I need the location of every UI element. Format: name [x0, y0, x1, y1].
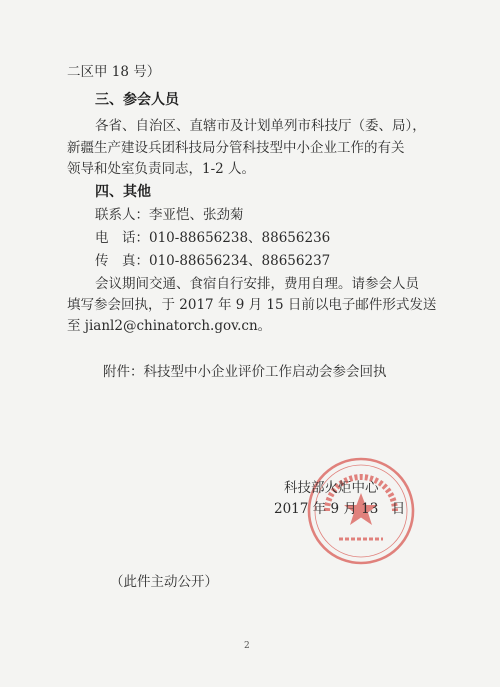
body-line-address-end: 二区甲 18 号） [67, 64, 161, 80]
body-line-notice-2: 填写参会回执，于 2017 年 9 月 15 日前以电子邮件形式发送 [67, 297, 437, 313]
section-heading-participants: 三、参会人员 [95, 92, 179, 108]
body-line-participants-3: 领导和处室负责同志，1-2 人。 [67, 161, 256, 177]
issuer-name: 科技部火炬中心 [284, 480, 379, 496]
page-number: 2 [244, 641, 250, 651]
body-line-participants-1: 各省、自治区、直辖市及计划单列市科技厅（委、局）， [95, 118, 426, 134]
body-line-notice-1: 会议期间交通、食宿自行安排，费用自理。请参会人员 [95, 276, 419, 292]
contact-fax: 传 真：010-88656234、88656237 [95, 253, 331, 269]
section-heading-other: 四、其他 [95, 184, 151, 200]
body-line-notice-3-email: 至 jianl2@chinatorch.gov.cn。 [67, 318, 272, 334]
disclosure-note: （此件主动公开） [110, 574, 218, 590]
contact-phone: 电 话：010-88656238、88656236 [95, 230, 331, 246]
contact-persons: 联系人：李亚恺、张劲菊 [95, 207, 244, 223]
body-line-participants-2: 新疆生产建设兵团科技局分管科技型中小企业工作的有关 [67, 140, 405, 156]
issue-date: 2017 年 9 月 13 日 [274, 501, 406, 517]
attachment-line: 附件：科技型中小企业评价工作启动会参会回执 [103, 364, 387, 380]
